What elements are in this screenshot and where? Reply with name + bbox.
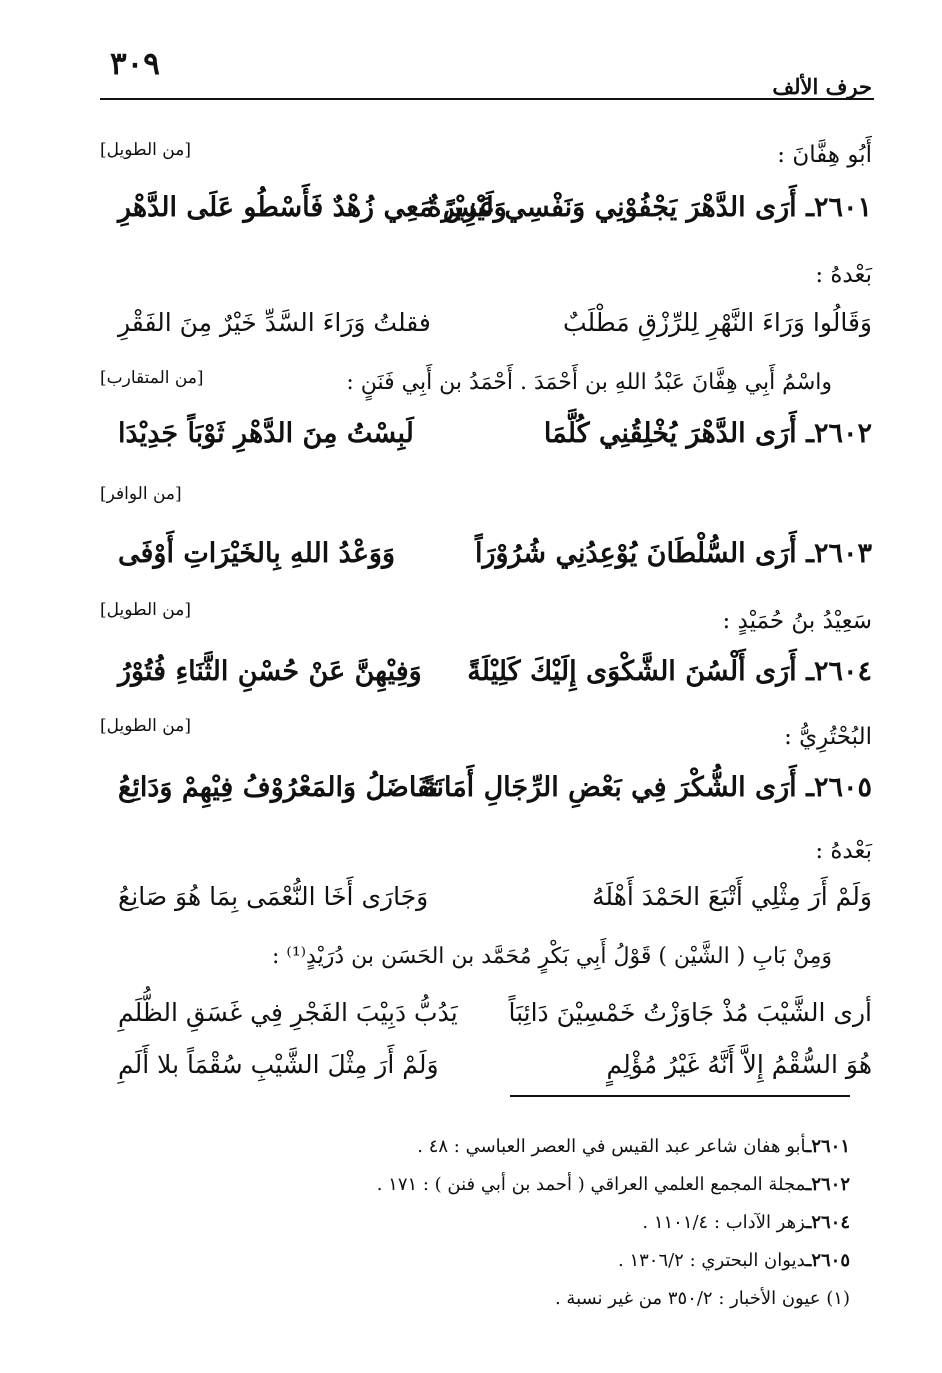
verse-text: أَرَى الشُّكْرَ فِي بَعْضِ الرِّجَالِ أَمَانَةً: [421, 772, 797, 803]
verse-first-hemistich: [475, 538, 872, 569]
poet-name: البُحْتُرِيُّ :: [784, 724, 872, 750]
verse-first-hemistich: أرى الشَّيْبَ مُذْ جَاوَزْتُ خَمْسِيْنَ دَائِبَاً: [508, 998, 872, 1027]
header-rule: [100, 98, 874, 100]
verse-first-hemistich: [544, 418, 872, 449]
verse-text: أَرَى أَلْسُنَ الشَّكْوَى إِلَيْكَ كَلِيْلَةً: [467, 656, 797, 687]
verse-first-hemistich: هُوَ السُّقْمُ إِلاَّ أَنَّهُ غَيْرُ مُؤْلِمٍ: [606, 1050, 872, 1079]
verse-first-hemistich: وَلَمْ أَرَ مِثْلِي أَتْبَعَ الحَمْدَ أَهْلَهُ: [592, 882, 872, 911]
verse-line: [100, 308, 872, 348]
verse-second-hemistich: وَجَارَى أَخَا النُّعْمَى بِمَا هُوَ صَانِعُ: [118, 882, 429, 911]
after-label: بَعْدهُ :: [815, 262, 872, 288]
footnote: [417, 1136, 850, 1157]
running-title: حرف الألف: [772, 74, 872, 99]
verse-text: أَرَى الدَّهْرَ يَجْفُوْنِي وَنَفْسِي عَزِيْزَةٌ: [427, 192, 797, 223]
footnote-text: ديوان البحتري : ١٣٠٦/٢ .: [617, 1250, 807, 1271]
footnote-text: زهر الآداب : ١١٠١/٤ .: [642, 1212, 807, 1233]
verse-second-hemistich: وَلَمْ أَرَ مِثْلَ الشَّيْبِ سُقْمَاً بلا أَلَمِ: [118, 1050, 439, 1079]
prose-line: وَمِنْ بَابِ ( الشَّيْن ) قَوْلُ أَبِي بَكْرٍ مُحَمَّد بن الحَسَن بن دُرَيْدٍ⁽¹⁾ :: [272, 944, 832, 969]
verse-line: [100, 538, 872, 578]
verse-line: [100, 418, 872, 458]
footnote-number: ٢٦٠١ـ: [806, 1136, 850, 1157]
verse-number: ٢٦٠١ـ: [806, 192, 872, 223]
verse-first-hemistich: [467, 656, 872, 687]
page-number: ٣٠٩: [110, 46, 160, 82]
footnote-number: ٢٦٠٢ـ: [806, 1174, 850, 1195]
poet-name: سَعِيْدُ بنُ حُمَيْدٍ :: [722, 608, 872, 634]
verse-line: [100, 192, 872, 232]
verse-second-hemistich: فقلتُ وَرَاءَ السَّدِّ خَيْرٌ مِنَ الفَقْرِ: [118, 308, 431, 337]
meter-tag: [من الطويل]: [100, 716, 191, 736]
verse-second-hemistich: تفَاضَلُ وَالمَعْرُوْفُ فِيْهِمْ وَدَائِعُ: [118, 772, 439, 803]
footnote: [642, 1212, 850, 1233]
verse-second-hemistich: وَفِيْهِنَّ عَنْ حُسْنِ الثَّنَاءِ فُتُوْرُ: [118, 656, 422, 687]
verse-line: [100, 998, 872, 1038]
meter-tag: [من الطويل]: [100, 600, 191, 620]
footnote-text: مجلة المجمع العلمي العراقي ( أحمد بن أبي فنن ) : ١٧١ .: [376, 1174, 807, 1195]
footnote-rule: [510, 1095, 850, 1097]
footnote-number: ٢٦٠٥ـ: [806, 1250, 850, 1271]
verse-first-hemistich: وَقَالُوا وَرَاءَ النَّهْرِ لِلرِّزْقِ مَطْلَبٌ: [562, 308, 872, 337]
verse-line: [100, 882, 872, 922]
meter-tag: [من الوافر]: [100, 484, 182, 504]
verse-second-hemistich: وَوَعْدُ اللهِ بِالخَيْرَاتِ أَوْفَى: [118, 538, 396, 569]
verse-first-hemistich: [422, 772, 872, 803]
footnote-text: أبو هفان شاعر عبد القيس في العصر العباسي : ٤٨ .: [417, 1136, 807, 1157]
meter-tag: [من الطويل]: [100, 140, 191, 160]
verse-line: [100, 772, 872, 812]
after-label: بَعْدهُ :: [815, 838, 872, 864]
verse-number: ٢٦٠٤ـ: [806, 656, 872, 687]
verse-number: ٢٦٠٣ـ: [806, 538, 872, 569]
footnote-text: عيون الأخبار : ٣٥٠/٢ من غير نسبة .: [554, 1288, 821, 1309]
verse-number: ٢٦٠٥ـ: [806, 772, 872, 803]
verse-line: [100, 656, 872, 696]
footnote: [555, 1288, 850, 1309]
verse-line: [100, 1050, 872, 1090]
footnote-number: (١): [826, 1288, 850, 1309]
footnote-number: ٢٦٠٤ـ: [806, 1212, 850, 1233]
prose-line: واسْمُ أَبِي هِفَّانَ عَبْدُ اللهِ بن أَحْمَدَ . أَحْمَدُ بن أَبِي فَنَنٍ :: [346, 370, 832, 395]
verse-text: أَرَى السُّلْطَانَ يُوْعِدُنِي شُرُوْرَاً: [474, 538, 797, 569]
footnote: [618, 1250, 850, 1271]
verse-second-hemistich: يَدُبُّ دَبِيْبَ الفَجْرِ فِي غَسَقِ الظُّلَمِ: [118, 998, 458, 1027]
verse-text: أَرَى الدَّهْرَ يُخْلِقُنِي كُلَّمَا: [543, 418, 797, 449]
verse-second-hemistich: وَلَيْسَ مَعِي زُهْدٌ فَأَسْطُو عَلَى الدَّهْرِ: [118, 192, 507, 223]
verse-number: ٢٦٠٢ـ: [806, 418, 872, 449]
footnote: [377, 1174, 850, 1195]
meter-tag: [من المتقارب]: [100, 368, 204, 388]
poet-name: أَبُو هِفَّانَ :: [777, 142, 872, 168]
verse-second-hemistich: لَبِسْتُ مِنَ الدَّهْرِ ثَوْبَاً جَدِيْدَا: [118, 418, 414, 449]
